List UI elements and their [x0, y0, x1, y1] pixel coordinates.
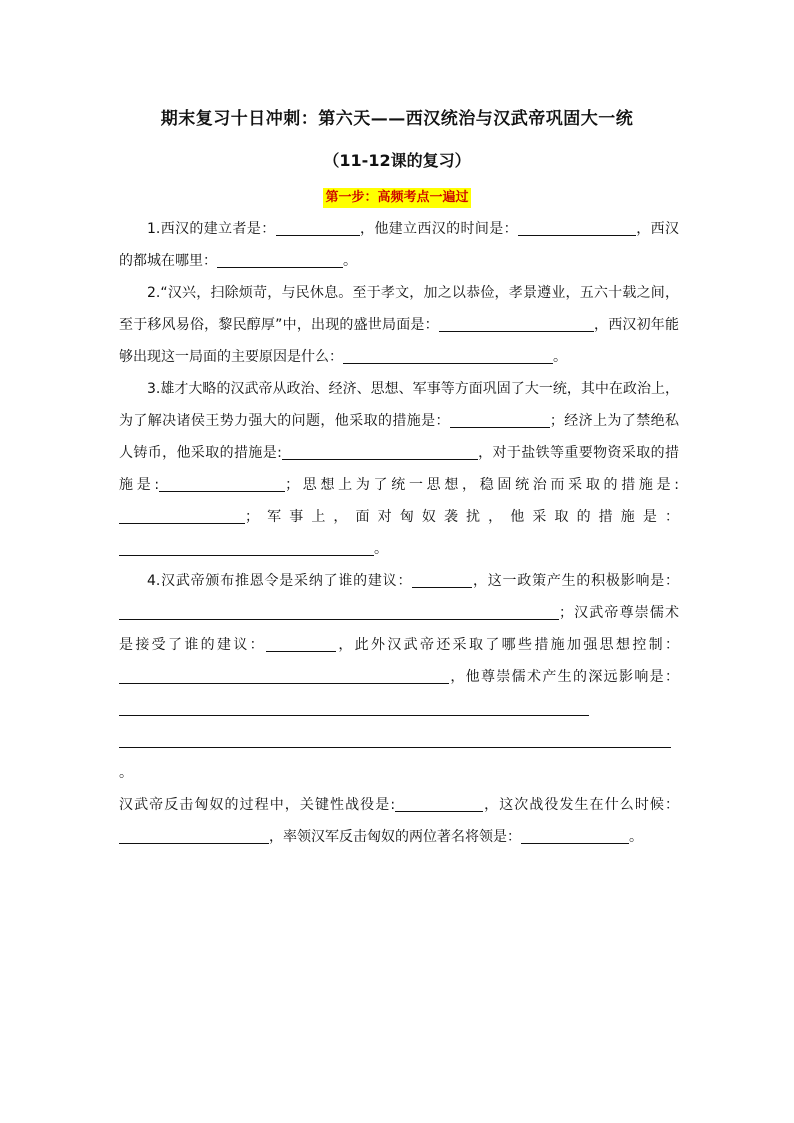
- answer-blank[interactable]: [119, 539, 374, 556]
- page-subtitle: （11-12课的复习）: [323, 151, 471, 170]
- question-list: [119, 213, 679, 853]
- question-3: 3.雄才大略的汉武帝从政治、经济、思想、军事等方面巩固了大一统，其中在政治上，为了解决诸侯王势力强大的问题，他采取的措施是： ；经济上为了禁绝私人铸币，他采取的措施是: ，对于盐铁等重要物资采取的措施是: ；思想上为了统一思想，稳固统治而采取的措施是:；军事上，面对匈奴袭扰，他采取的措施是：。: [119, 381, 680, 557]
- answer-blank[interactable]: [412, 571, 472, 588]
- answer-blank[interactable]: [450, 411, 550, 428]
- question-5: 汉武帝反击匈奴的过程中，关键性战役是: ，这次战役发生在什么时候：，率领汉军反击匈奴的两位著名将领是： 。: [119, 797, 680, 845]
- answer-blank[interactable]: [518, 219, 636, 236]
- question-2: 2.“汉兴，扫除烦苛，与民休息。至于孝文，加之以恭俭，孝景遵业，五六十载之间，至于移风易俗，黎民醇厚”中，出现的盛世局面是： ，西汉初年能够出现这一局面的主要原因是什么： 。: [119, 285, 679, 365]
- answer-blank[interactable]: [119, 827, 269, 844]
- answer-blank[interactable]: [276, 219, 360, 236]
- step-heading: [0, 186, 794, 208]
- page-title: 期末复习十日冲刺：第六天——西汉统治与汉武帝巩固大一统: [160, 109, 634, 129]
- answer-blank[interactable]: [343, 347, 553, 364]
- answer-blank[interactable]: [119, 603, 559, 620]
- answer-blank[interactable]: [395, 795, 483, 812]
- answer-blank[interactable]: [119, 699, 589, 716]
- answer-blank[interactable]: [159, 475, 285, 492]
- answer-blank[interactable]: [217, 251, 343, 268]
- question-1: 1.西汉的建立者是： ，他建立西汉的时间是： ，西汉的都城在哪里： 。: [119, 221, 680, 269]
- answer-blank[interactable]: [439, 315, 594, 332]
- question-4: 4.汉武帝颁布推恩令是采纳了谁的建议： ，这一政策产生的积极影响是：；汉武帝尊崇儒术是接受了谁的建议： ，此外汉武帝还采取了哪些措施加强思想控制：，他尊崇儒术产生的深远影响是：。: [119, 573, 679, 781]
- answer-blank[interactable]: [282, 443, 478, 460]
- answer-blank[interactable]: [119, 731, 671, 748]
- answer-blank[interactable]: [119, 507, 245, 524]
- answer-blank[interactable]: [119, 667, 449, 684]
- answer-blank[interactable]: [521, 827, 629, 844]
- answer-blank[interactable]: [266, 635, 336, 652]
- step-label: 第一步：高频考点一遍过: [323, 188, 470, 208]
